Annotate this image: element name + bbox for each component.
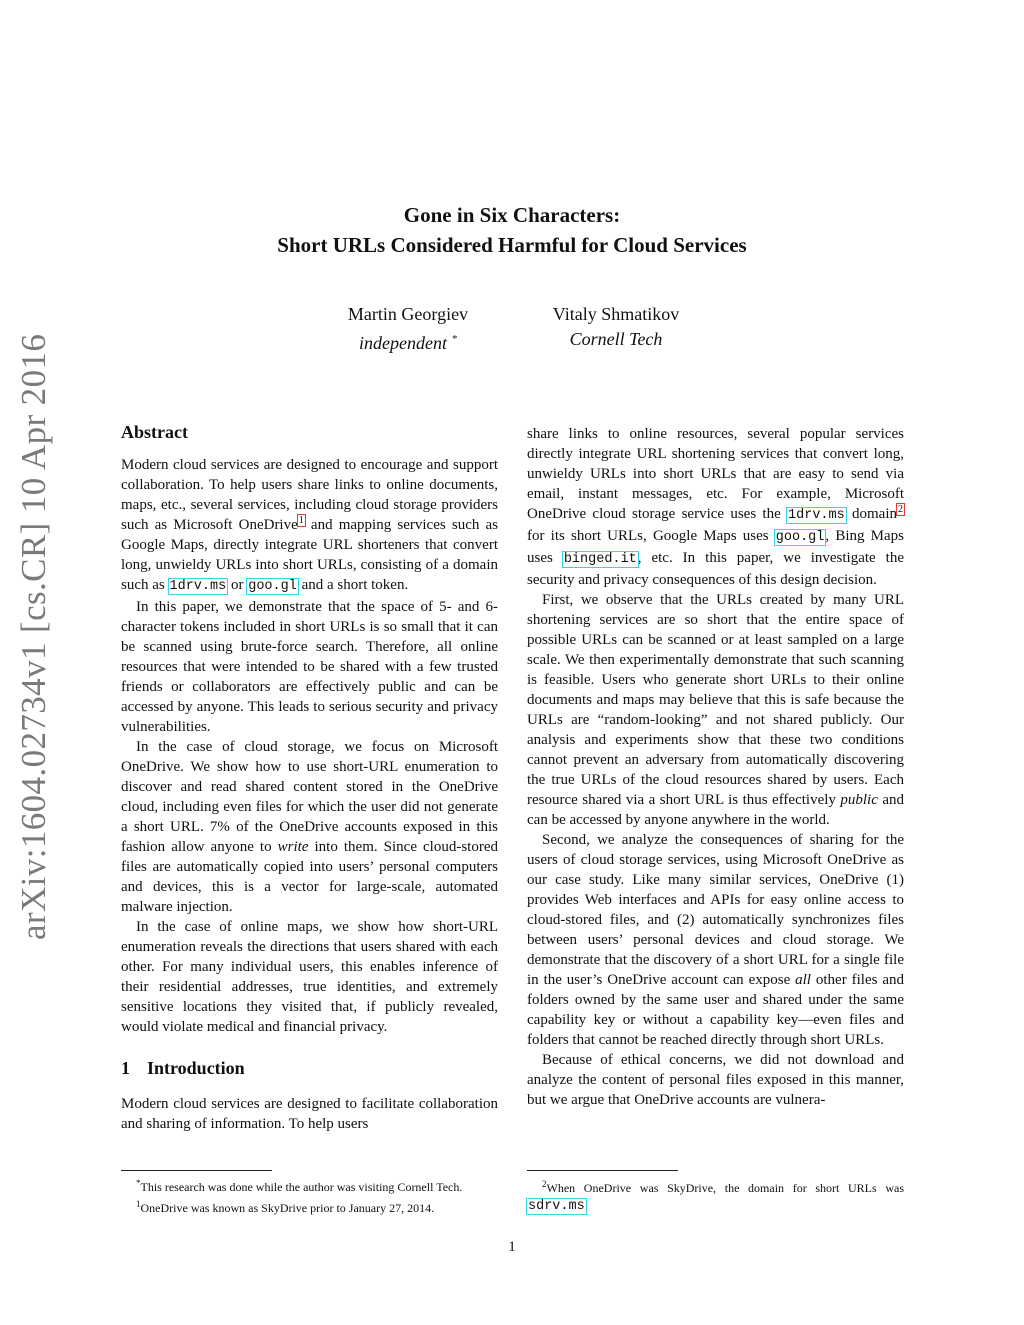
author-2 xyxy=(526,302,706,352)
arxiv-stamp: arXiv:1604.02734v1 [cs.CR] 10 Apr 2016 xyxy=(14,333,53,940)
page-number: 1 xyxy=(508,1239,516,1255)
author-1-name: Martin Georgiev xyxy=(347,304,469,324)
author-1-affiliation: independent * xyxy=(359,333,457,353)
title-line-1: Gone in Six Characters: xyxy=(403,203,621,227)
footnote-star: *This research was done while the author was visiting Cornell Tech. xyxy=(136,1178,463,1194)
url-link-1drv[interactable]: 1drv.ms xyxy=(169,579,227,594)
section-heading-introduction: 1 Introduction xyxy=(121,1058,245,1078)
abstract-heading: Abstract xyxy=(121,422,188,442)
abstract-paragraph-4: In the case of online maps, we show how short-URL enumeration reveals the directions that users shared with each other. For many individual users, this enables inference of their residential addresses, true identities, and extremely sensitive locations they visited that, if publicly revealed, would violate medical and financial privacy. xyxy=(121,919,498,1035)
url-link-binged[interactable]: binged.it xyxy=(563,552,637,567)
url-link-sdrv[interactable]: sdrv.ms xyxy=(528,1199,585,1214)
author-2-affiliation: Cornell Tech xyxy=(569,329,663,349)
left-column xyxy=(121,422,498,1134)
title-line-2: Short URLs Considered Harmful for Cloud Services xyxy=(277,233,747,257)
intro-paragraph-4: Because of ethical concerns, we did not download and analyze the content of personal files exposed in this manner, but we argue that OneDrive accounts are vulnera- xyxy=(527,1052,904,1108)
intro-paragraph-1: Modern cloud services are designed to facilitate collaboration and sharing of information. To help users xyxy=(121,1096,498,1132)
footnote-1: $^1$OneDrive was known as SkyDrive prior to January 27, 2014. xyxy=(136,1199,435,1215)
intro-paragraph-2: First, we observe that the URLs created by many URL shortening services are so short that the entire space of possible URLs can be scanned or at least sampled on a large scale. We then experimentally demonstrate that such scanning is feasible. Users who generate short URLs to their online documents and maps may believe that this is safe because the URLs are “random-looking” and not shared publicly. Our analysis and experiments show that these two conditions cannot prevent an adversary from automatically discovering the true URLs of the cloud resources shared by users. Each resource shared via a short URL is thus effectively public and can be accessed by anyone anywhere in the world. xyxy=(527,592,904,828)
paper-title xyxy=(0,200,1024,260)
footnote-rule-left xyxy=(121,1170,272,1171)
intro-paragraph-3: Second, we analyze the consequences of sharing for the users of cloud storage services, using Microsoft OneDrive as our case study. Like many similar services, OneDrive (1) provides Web interfaces and APIs for easy online access to cloud-stored files, and (2) automatically synchronizes files between users’ personal devices and cloud storage. We demonstrate that the discovery of a short URL for a single file in the user’s OneDrive account can expose all other files and folders owned by the same user and shared under the same capability key or without a capability key—even files and folders that cannot be reached directly through short URLs. xyxy=(527,832,905,1048)
url-link-googl[interactable]: goo.gl xyxy=(248,579,297,594)
footnotes-left xyxy=(121,1175,498,1217)
intro-paragraph-1-cont: share links to online resources, several popular services directly integrate URL shortening services that convert long, unwieldy URLs into short URLs that are easy to send via email, instant messages, etc. For example, Microsoft OneDrive cloud storage service uses the 1drv.ms domain$^2$ for its short URLs, Google Maps uses goo.gl, Bing Maps uses binged.it, etc. In this paper, we investigate the security and privacy consequences of this design decision. xyxy=(527,426,904,588)
right-column xyxy=(527,424,904,1110)
url-link-1drv-2[interactable]: 1drv.ms xyxy=(788,508,845,523)
abstract-paragraph-2: In this paper, we demonstrate that the space of 5- and 6-character tokens included in short URLs is so small that it can be scanned using brute-force search. Therefore, all online resources that were intended to be shared with a few trusted friends or collaborators are effectively public and can be accessed by anyone. This leads to serious security and privacy vulnerabilities. xyxy=(121,599,498,735)
url-link-googl-2[interactable]: goo.gl xyxy=(775,530,825,545)
footnote-link-1[interactable]: 1 xyxy=(298,515,304,526)
abstract-paragraph-1: Modern cloud services are designed to encourage and support collaboration. To help users share links to online documents, maps, etc., several services, including cloud storage providers such as Microsoft OneDrive$^1$ and mapping services such as Google Maps, directly integrate URL shorteners that convert long, unwieldy URLs into short URLs, consisting of a domain such as 1drv.ms or goo.gl and a short token. xyxy=(121,457,498,594)
footnote-rule-right xyxy=(527,1170,678,1171)
footnote-2: $^2$When OneDrive was SkyDrive, the domain for short URLs was sdrv.ms xyxy=(528,1179,904,1214)
abstract-paragraph-3: In the case of cloud storage, we focus on Microsoft OneDrive. We show how to use short-URL enumeration to discover and read shared content stored in the OneDrive cloud, including even files for which the user did not generate a short URL. 7% of the OneDrive accounts exposed in this fashion allow anyone to write into them. Since cloud-stored files are automatically copied into users’ personal computers and devices, this is a vector for large-scale, automated malware injection. xyxy=(121,739,498,915)
author-2-name: Vitaly Shmatikov xyxy=(552,304,680,324)
author-1 xyxy=(318,302,498,356)
footnote-link-2[interactable]: 2 xyxy=(898,504,903,515)
